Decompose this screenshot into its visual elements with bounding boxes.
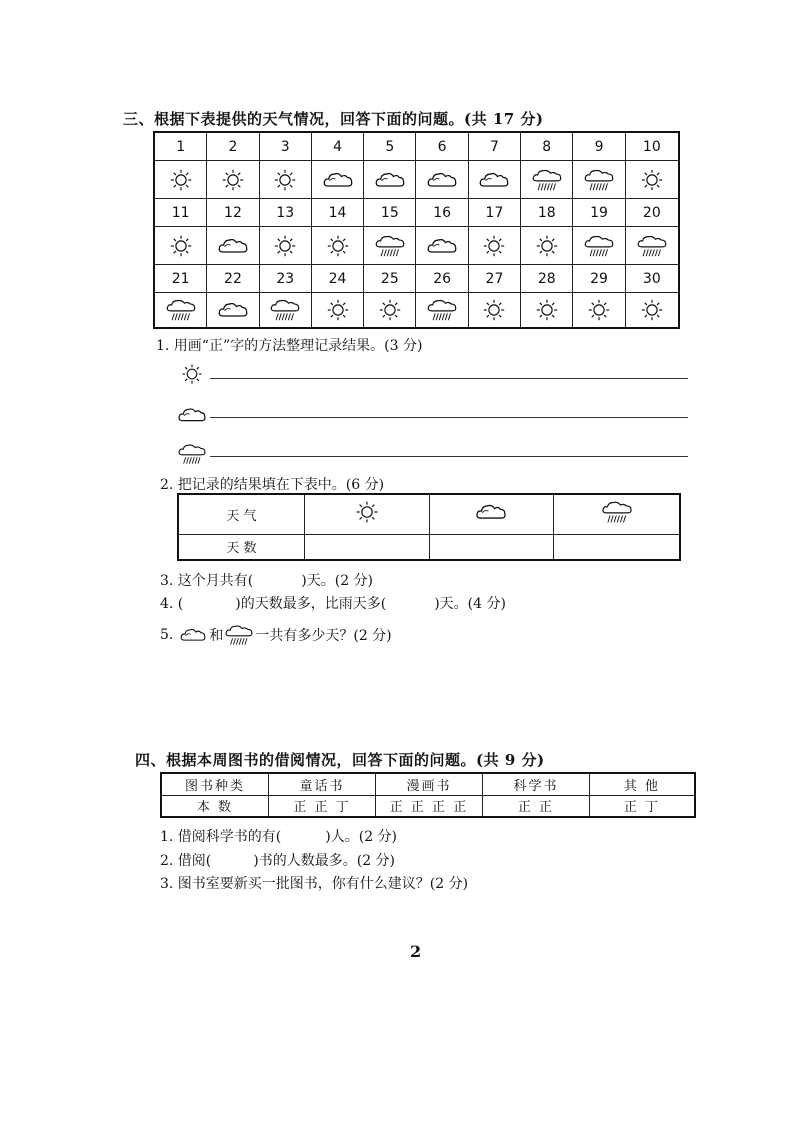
calendar-weather-cell — [207, 161, 259, 199]
sunny-icon — [164, 233, 198, 259]
answer-line[interactable] — [210, 417, 688, 418]
books-count-label: 本 数 — [161, 795, 269, 817]
calendar-weather-cell — [207, 293, 259, 327]
books-header-type: 图书种类 — [161, 773, 269, 795]
calendar-day-number: 13 — [260, 199, 312, 227]
cloudy-icon — [425, 233, 459, 259]
calendar-weather-cell — [364, 293, 416, 327]
sunny-icon — [477, 297, 511, 323]
cloudy-icon — [177, 624, 209, 646]
s4q2-text-a: 2. 借阅( — [160, 853, 212, 869]
summary-days-label: 天 数 — [178, 534, 305, 560]
books-tally-other: 正 丁 — [590, 795, 696, 817]
sunny-icon — [530, 297, 564, 323]
s4q1-text-b: )人。(2 分) — [325, 829, 398, 845]
book-borrowing-table — [160, 772, 696, 818]
q4-text-b: )的天数最多，比雨天多( — [235, 596, 387, 612]
sunny-icon — [349, 499, 385, 525]
calendar-day-number: 1 — [155, 133, 207, 161]
calendar-day-number: 4 — [312, 133, 364, 161]
calendar-day-number: 5 — [364, 133, 416, 161]
section3-heading: 三、根据下表提供的天气情况，回答下面的问题。(共 17 分) — [123, 110, 544, 128]
rainy-icon — [582, 233, 616, 259]
summary-weather-label: 天 气 — [178, 494, 305, 534]
books-header-fairy-tale: 童话书 — [269, 773, 376, 795]
calendar-weather-cell — [312, 227, 364, 265]
calendar-day-number: 12 — [207, 199, 259, 227]
calendar-weather-cell — [416, 227, 468, 265]
calendar-day-number: 22 — [207, 265, 259, 293]
calendar-day-number: 27 — [469, 265, 521, 293]
calendar-day-number: 21 — [155, 265, 207, 293]
calendar-weather-cell — [626, 293, 678, 327]
page-number: 2 — [410, 942, 422, 961]
summary-cloudy-days-cell[interactable] — [429, 534, 554, 560]
books-tally-science: 正 正 — [483, 795, 590, 817]
calendar-weather-cell — [626, 227, 678, 265]
cloudy-icon — [321, 167, 355, 193]
rainy-icon — [599, 499, 635, 525]
sunny-icon — [216, 167, 250, 193]
q4-text-a: 4. ( — [160, 596, 184, 612]
calendar-weather-cell — [364, 227, 416, 265]
sunny-icon — [635, 167, 669, 193]
sunny-icon — [176, 362, 208, 386]
calendar-day-number: 23 — [260, 265, 312, 293]
rainy-icon — [530, 167, 564, 193]
summary-rainy-days-cell[interactable] — [554, 534, 680, 560]
rainy-icon — [176, 441, 208, 467]
calendar-day-number: 19 — [573, 199, 625, 227]
calendar-day-number: 25 — [364, 265, 416, 293]
answer-line[interactable] — [210, 378, 688, 379]
cloudy-icon — [477, 167, 511, 193]
sunny-icon — [268, 233, 302, 259]
sunny-icon — [321, 233, 355, 259]
calendar-weather-cell — [155, 293, 207, 327]
calendar-day-number: 24 — [312, 265, 364, 293]
calendar-weather-cell — [573, 161, 625, 199]
calendar-weather-cell — [364, 161, 416, 199]
question-3-2: 2. 把记录的结果填在下表中。(6 分) — [160, 477, 385, 493]
calendar-weather-cell — [260, 293, 312, 327]
sunny-icon — [530, 233, 564, 259]
calendar-day-number: 3 — [260, 133, 312, 161]
sunny-icon — [268, 167, 302, 193]
question-4-3: 3. 图书室要新买一批图书，你有什么建议？(2 分) — [160, 876, 469, 892]
calendar-weather-cell — [260, 161, 312, 199]
rainy-icon — [223, 623, 255, 647]
summary-cloudy-header — [429, 494, 554, 534]
calendar-weather-cell — [521, 161, 573, 199]
calendar-weather-cell — [260, 227, 312, 265]
calendar-weather-cell — [416, 161, 468, 199]
q1-line-rainy-icon — [176, 441, 208, 467]
sunny-icon — [321, 297, 355, 323]
calendar-weather-cell — [155, 227, 207, 265]
calendar-weather-cell — [416, 293, 468, 327]
summary-sunny-days-cell[interactable] — [305, 534, 430, 560]
rainy-icon — [582, 167, 616, 193]
calendar-day-number: 10 — [626, 133, 678, 161]
calendar-weather-cell — [207, 227, 259, 265]
calendar-day-number: 14 — [312, 199, 364, 227]
sunny-icon — [635, 297, 669, 323]
cloudy-icon — [425, 167, 459, 193]
question-4-2 — [160, 850, 395, 870]
rainy-icon — [268, 297, 302, 323]
weather-calendar — [153, 131, 680, 329]
summary-rainy-header — [554, 494, 680, 534]
cloudy-icon — [216, 233, 250, 259]
calendar-weather-cell — [155, 161, 207, 199]
calendar-day-number: 29 — [573, 265, 625, 293]
cloudy-icon — [473, 499, 509, 525]
section4-heading: 四、根据本周图书的借阅情况，回答下面的问题。(共 9 分) — [135, 751, 545, 769]
calendar-day-number: 18 — [521, 199, 573, 227]
rainy-icon — [425, 297, 459, 323]
books-tally-comic: 正 正 正 正 — [376, 795, 483, 817]
calendar-weather-cell — [469, 293, 521, 327]
calendar-day-number: 11 — [155, 199, 207, 227]
q3-text-a: 3. 这个月共有( — [160, 573, 254, 589]
books-header-science: 科学书 — [483, 773, 590, 795]
calendar-day-number: 15 — [364, 199, 416, 227]
sunny-icon — [164, 167, 198, 193]
sunny-icon — [477, 233, 511, 259]
calendar-day-number: 26 — [416, 265, 468, 293]
weather-summary-table — [177, 493, 681, 561]
calendar-weather-cell — [312, 161, 364, 199]
calendar-day-number: 20 — [626, 199, 678, 227]
cloudy-icon — [176, 403, 208, 427]
question-4-1 — [160, 826, 397, 846]
calendar-day-number: 16 — [416, 199, 468, 227]
q1-line-sunny-icon — [176, 362, 208, 386]
calendar-day-number: 28 — [521, 265, 573, 293]
calendar-weather-cell — [312, 293, 364, 327]
question-3-5 — [160, 623, 392, 647]
calendar-weather-cell — [626, 161, 678, 199]
calendar-day-number: 7 — [469, 133, 521, 161]
cloudy-icon — [216, 297, 250, 323]
s4q2-text-b: )书的人数最多。(2 分) — [253, 853, 396, 869]
rainy-icon — [373, 233, 407, 259]
answer-line[interactable] — [210, 456, 688, 457]
rainy-icon — [164, 297, 198, 323]
rainy-icon — [635, 233, 669, 259]
q5-text-b: 和 — [209, 628, 224, 644]
q5-text-c: 一共有多少天？(2 分) — [255, 628, 392, 644]
calendar-day-number: 17 — [469, 199, 521, 227]
books-header-comic: 漫画书 — [376, 773, 483, 795]
q1-line-cloudy-icon — [176, 403, 208, 427]
question-3-3 — [160, 570, 373, 590]
calendar-day-number: 6 — [416, 133, 468, 161]
books-tally-fairy-tale: 正 正 丁 — [269, 795, 376, 817]
summary-sunny-header — [305, 494, 430, 534]
question-3-1: 1. 用画“正”字的方法整理记录结果。(3 分) — [156, 338, 423, 354]
cloudy-icon — [177, 624, 209, 646]
books-header-other: 其 他 — [590, 773, 696, 795]
cloudy-icon — [373, 167, 407, 193]
sunny-icon — [582, 297, 616, 323]
calendar-weather-cell — [469, 227, 521, 265]
calendar-day-number: 9 — [573, 133, 625, 161]
rainy-icon — [223, 623, 255, 647]
q5-text-a: 5. — [160, 627, 174, 643]
calendar-day-number: 30 — [626, 265, 678, 293]
calendar-day-number: 2 — [207, 133, 259, 161]
calendar-weather-cell — [573, 293, 625, 327]
calendar-weather-cell — [521, 293, 573, 327]
calendar-weather-cell — [521, 227, 573, 265]
sunny-icon — [373, 297, 407, 323]
calendar-weather-cell — [469, 161, 521, 199]
calendar-weather-cell — [573, 227, 625, 265]
question-3-4 — [160, 593, 506, 613]
q4-text-c: )天。(4 分) — [434, 596, 506, 612]
s4q1-text-a: 1. 借阅科学书的有( — [160, 829, 282, 845]
q3-text-b: )天。(2 分) — [301, 573, 374, 589]
calendar-day-number: 8 — [521, 133, 573, 161]
